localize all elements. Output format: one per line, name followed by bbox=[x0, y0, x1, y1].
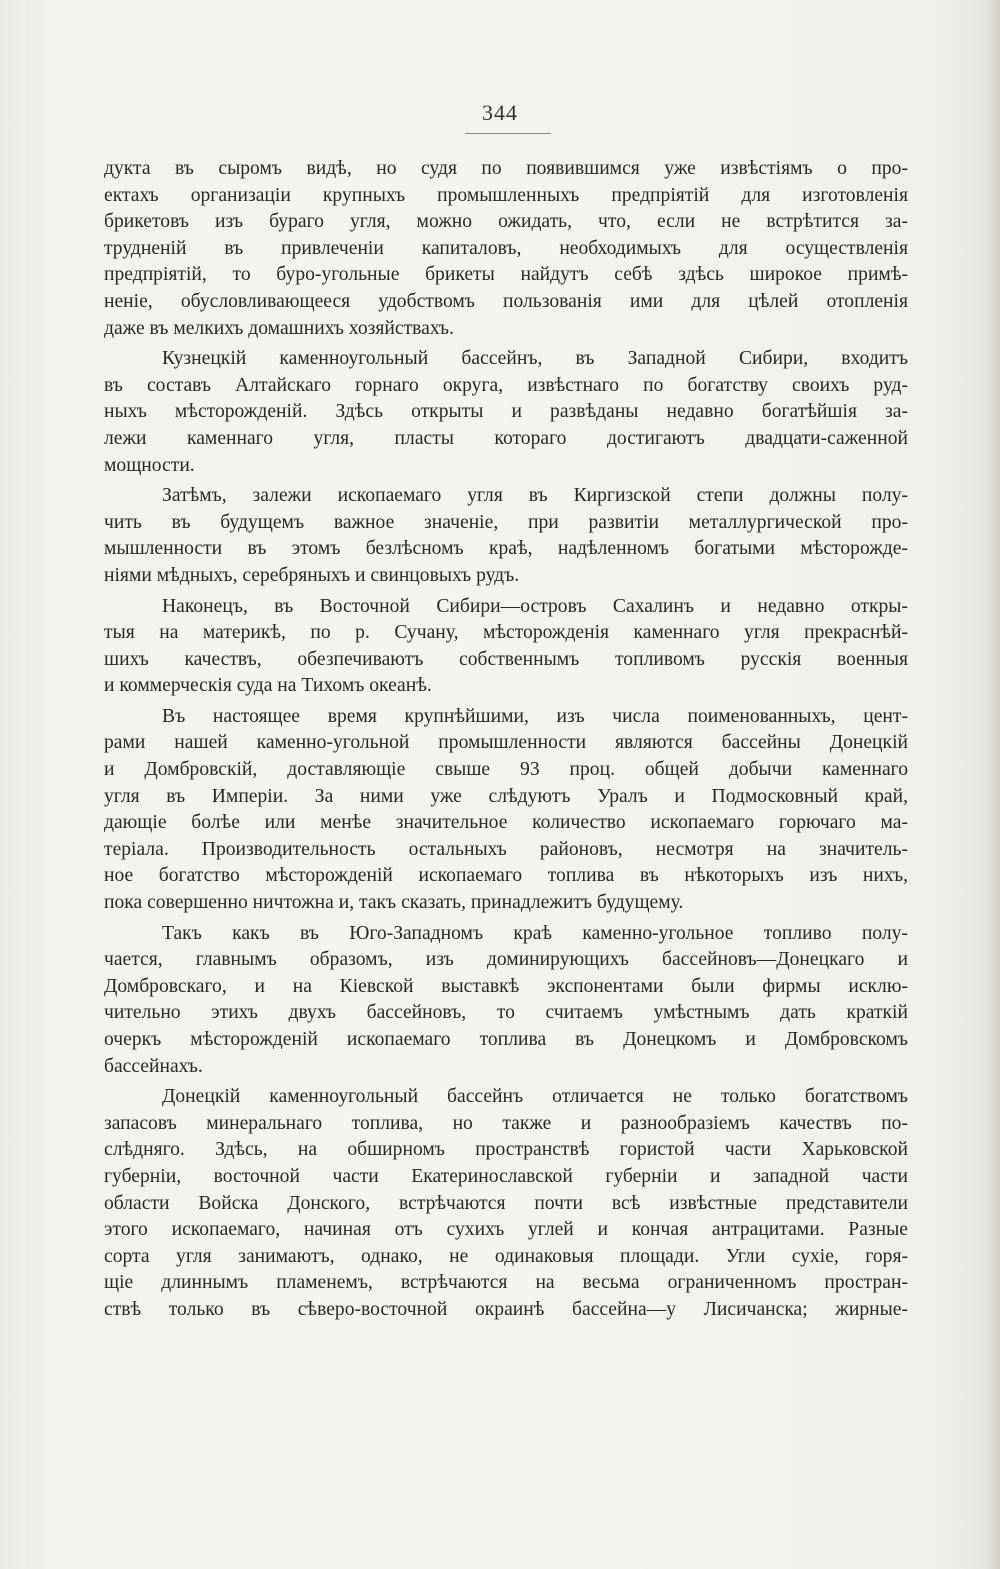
text-line: области Войска Донского, встрѣчаются почти всѣ извѣстные представители bbox=[104, 1192, 908, 1214]
text-line: ніями мѣдныхъ, серебряныхъ и свинцовыхъ рудъ. bbox=[104, 564, 520, 586]
text-line: шихъ качествъ, обезпечиваютъ собственнымъ топливомъ русскія военныя bbox=[104, 648, 908, 670]
text-line: сорта угля занимаютъ, однако, не одинаковыя площади. Угли сухіе, горя- bbox=[104, 1245, 908, 1267]
text-line: запасовъ минеральнаго топлива, но также и разнообразіемъ качествъ по- bbox=[104, 1112, 908, 1134]
page-number-rule bbox=[465, 133, 551, 134]
text-line: ныхъ мѣсторожденій. Здѣсь открыты и развѣданы недавно богатѣйшія за- bbox=[104, 401, 908, 423]
text-line: губерніи, восточной части Екатеринославской губерніи и западной части bbox=[104, 1165, 908, 1187]
text-line: мышленности въ этомъ безлѣсномъ краѣ, надѣленномъ богатыми мѣсторожде- bbox=[104, 538, 908, 560]
text-line: слѣдняго. Здѣсь, на обширномъ пространствѣ гористой части Харьковской bbox=[104, 1139, 908, 1161]
text-line: тыя на материкѣ, по р. Сучану, мѣсторожденія каменнаго угля прекраснѣй- bbox=[104, 622, 908, 644]
paragraph bbox=[104, 156, 908, 342]
page-number: 344 bbox=[482, 100, 518, 125]
paragraph bbox=[104, 921, 908, 1081]
text-line: чительно этихъ двухъ бассейновъ, то считаемъ умѣстнымъ дать краткій bbox=[104, 1002, 908, 1024]
text-line: дукта въ сыромъ видѣ, но судя по появившимся уже извѣстіямъ о про- bbox=[104, 158, 908, 179]
text-line: дающіе болѣе или менѣе значительное количество ископаемаго горючаго ма- bbox=[104, 812, 908, 834]
text-line: трудненій въ привлеченіи капиталовъ, необходимыхъ для осуществленія bbox=[104, 237, 908, 259]
text-line: предпріятій, то буро-угольные брикеты найдутъ себѣ здѣсь широкое примѣ- bbox=[104, 264, 908, 286]
gutter-shadow bbox=[986, 0, 1000, 1569]
text-line: Домбровскаго, и на Кіевской выставкѣ экспонентами были фирмы исклю- bbox=[104, 975, 908, 997]
text-line: брикетовъ изъ бураго угля, можно ожидать, что, если не встрѣтится за- bbox=[104, 211, 908, 233]
text-line: и Домбровскій, доставляющіе свыше 93 проц. общей добычи каменнаго bbox=[104, 759, 908, 781]
text-line: лежи каменнаго угля, пласты котораго достигаютъ двадцати-саженной bbox=[104, 427, 908, 449]
text-line: Затѣмъ, залежи ископаемаго угля въ Киргизской степи должны полу- bbox=[162, 485, 908, 507]
text-line: Такъ какъ въ Юго-Западномъ краѣ каменно-угольное топливо полу- bbox=[162, 922, 908, 944]
paragraph bbox=[104, 594, 908, 700]
text-line: чается, главнымъ образомъ, изъ доминирующихъ бассейновъ—Донецкаго и bbox=[104, 949, 908, 971]
text-line: пока совершенно ничтожна и, такъ сказать, принадлежитъ будущему. bbox=[104, 892, 684, 914]
text-line: Въ настоящее время крупнѣйшими, изъ числа поименованныхъ, цент- bbox=[162, 705, 908, 727]
text-line: ектахъ организаціи крупныхъ промышленныхъ предпріятій для изготовленія bbox=[104, 184, 908, 206]
text-line: ствѣ только въ сѣверо-восточной окраинѣ бассейна—у Лисичанска; жирные- bbox=[104, 1298, 908, 1320]
text-line: даже въ мелкихъ домашнихъ хозяйствахъ. bbox=[104, 317, 454, 339]
paragraph bbox=[104, 704, 908, 917]
text-line: мощности. bbox=[104, 454, 195, 476]
text-line: и коммерческія суда на Тихомъ океанѣ. bbox=[104, 675, 432, 697]
text-line: чить въ будущемъ важное значеніе, при развитіи металлургической про- bbox=[104, 511, 908, 533]
text-line: угля въ Имперіи. За ними уже слѣдуютъ Уралъ и Подмосковный край, bbox=[104, 785, 908, 807]
text-line: Донецкій каменноугольный бассейнъ отличается не только богатствомъ bbox=[162, 1086, 908, 1108]
text-line: рами нашей каменно-угольной промышленности являются бассейны Донецкій bbox=[104, 732, 908, 754]
text-line: щіе длиннымъ пламенемъ, встрѣчаются на весьма ограниченномъ простран- bbox=[104, 1272, 908, 1294]
text-line: очеркъ мѣсторожденій ископаемаго топлива въ Донецкомъ и Домбровскомъ bbox=[104, 1029, 908, 1050]
text-line: въ составъ Алтайскаго горнаго округа, извѣстнаго по богатству своихъ руд- bbox=[104, 374, 908, 396]
text-line: неніе, обусловливающееся удобствомъ пользованія ими для цѣлей отопленія bbox=[104, 290, 908, 312]
text-line: этого ископаемаго, начиная отъ сухихъ углей и кончая антрацитами. Разные bbox=[104, 1219, 908, 1241]
text-line: ное богатство мѣсторожденій ископаемаго топлива въ нѣкоторыхъ изъ нихъ, bbox=[104, 865, 908, 887]
text-line: теріала. Производительность остальныхъ районовъ, несмотря на значитель- bbox=[104, 838, 908, 860]
paragraph bbox=[104, 483, 908, 589]
text-line: бассейнахъ. bbox=[104, 1055, 203, 1077]
paragraph bbox=[104, 1084, 908, 1323]
body-text bbox=[104, 156, 908, 1328]
text-line: Кузнецкій каменноугольный бассейнъ, въ Западной Сибири, входитъ bbox=[162, 348, 908, 370]
text-line: Наконецъ, въ Восточной Сибири—островъ Сахалинъ и недавно откры- bbox=[162, 595, 908, 617]
paragraph bbox=[104, 346, 908, 479]
